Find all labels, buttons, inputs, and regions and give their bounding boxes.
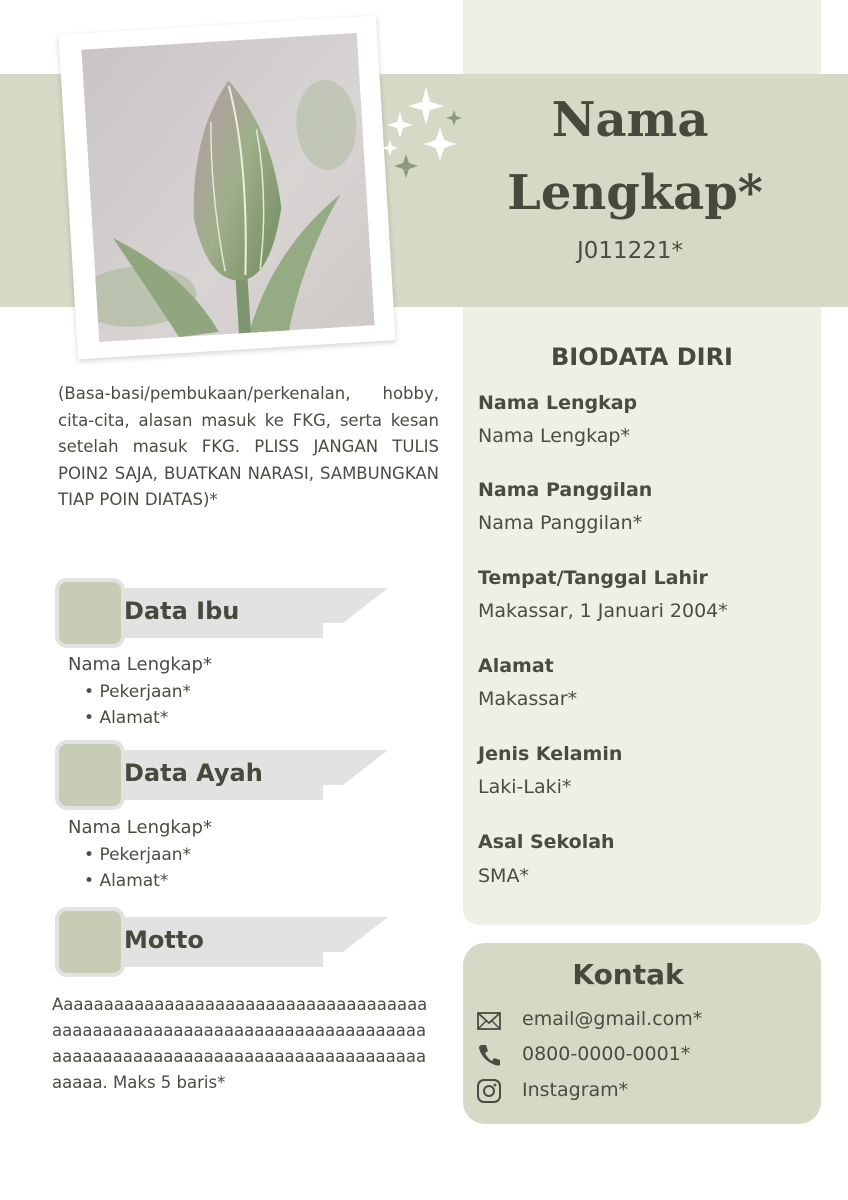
bio-label-tempat-tanggal-lahir: Tempat/Tanggal Lahir bbox=[478, 567, 708, 589]
contact-phone: 0800-0000-0001* bbox=[522, 1043, 691, 1065]
name-title-line1: Nama bbox=[551, 92, 709, 148]
phone-icon bbox=[476, 1043, 502, 1067]
ibu-item-pekerjaan: • Pekerjaan* bbox=[84, 682, 192, 702]
contact-instagram: Instagram* bbox=[522, 1079, 629, 1101]
bio-value-asal-sekolah: SMA* bbox=[478, 865, 529, 887]
bio-label-alamat: Alamat bbox=[478, 655, 554, 677]
sparkle-icon bbox=[380, 82, 470, 187]
bio-value-nama-panggilan: Nama Panggilan* bbox=[478, 512, 643, 534]
bio-label-asal-sekolah: Asal Sekolah bbox=[478, 831, 615, 853]
intro-paragraph: (Basa-basi/pembukaan/perkenalan, hobby, cita-cita, alasan masuk ke FKG, serta kesan setelah masuk FKG. PLISS JANGAN TULIS POIN2 SAJA, BUATKAN NARASI, SAMBUNGKAN TIAP POIN DIATAS)* bbox=[58, 384, 439, 509]
bio-label-jenis-kelamin: Jenis Kelamin bbox=[478, 743, 623, 765]
flower-bud-photo bbox=[81, 33, 374, 342]
biodata-heading: BIODATA DIRI bbox=[551, 343, 733, 371]
ayah-item-alamat: • Alamat* bbox=[84, 871, 169, 891]
section-square-ayah bbox=[55, 740, 125, 810]
ayah-name: Nama Lengkap* bbox=[68, 817, 212, 838]
bio-label-nama-panggilan: Nama Panggilan bbox=[478, 479, 653, 501]
ibu-name: Nama Lengkap* bbox=[68, 654, 212, 675]
contact-email: email@gmail.com* bbox=[522, 1008, 703, 1030]
name-title-line2: Lengkap* bbox=[507, 165, 763, 221]
section-square-motto bbox=[55, 907, 125, 977]
instagram-icon bbox=[476, 1079, 502, 1103]
bio-label-nama-lengkap: Nama Lengkap bbox=[478, 392, 638, 414]
section-title-motto: Motto bbox=[124, 926, 204, 954]
student-id: J011221* bbox=[576, 238, 684, 264]
section-title-ayah: Data Ayah bbox=[124, 759, 263, 787]
section-square-ibu bbox=[55, 578, 125, 648]
contact-heading: Kontak bbox=[572, 958, 684, 991]
envelope-icon bbox=[476, 1009, 502, 1033]
bio-value-alamat: Makassar* bbox=[478, 688, 578, 710]
bio-value-tempat-tanggal-lahir: Makassar, 1 Januari 2004* bbox=[478, 600, 728, 622]
section-title-ibu: Data Ibu bbox=[124, 597, 240, 625]
ibu-item-alamat: • Alamat* bbox=[84, 708, 169, 728]
bio-value-jenis-kelamin: Laki-Laki* bbox=[478, 776, 572, 798]
motto-text: Aaaaaaaaaaaaaaaaaaaaaaaaaaaaaaaaaaaaaaaaaaaaaaaaaaaaaaaaaaaaaaaaaaaaaaaaaaaaaaaaaaaaaaaaaaaaaaaaaaaaaaaaaaaaaaaaaaaa. Maks 5 baris* bbox=[52, 995, 428, 1092]
bio-value-nama-lengkap: Nama Lengkap* bbox=[478, 425, 630, 447]
ayah-item-pekerjaan: • Pekerjaan* bbox=[84, 845, 192, 865]
photo-frame bbox=[58, 16, 395, 360]
